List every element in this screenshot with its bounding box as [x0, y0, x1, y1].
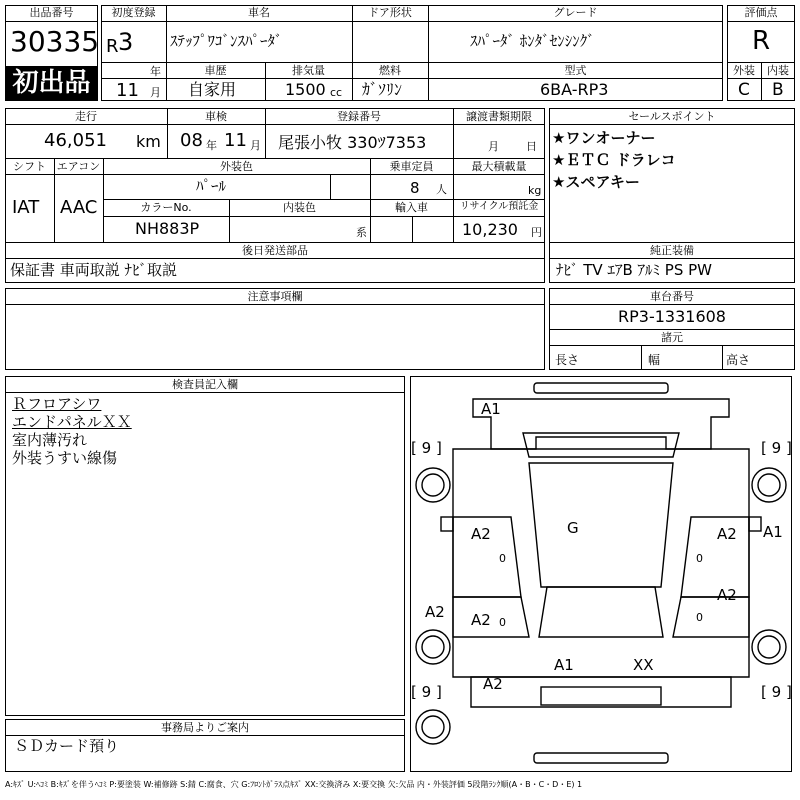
mark-rear-right: XX: [633, 656, 654, 674]
color-no: NH883P: [135, 219, 200, 238]
car-name: ｽﾃｯﾌﾟﾜｺﾞﾝｽﾊﾟｰﾀﾞ: [170, 32, 283, 50]
transfer-month-unit: 月: [488, 140, 499, 153]
inspection-month: 11: [224, 130, 247, 151]
first-listing-badge: 初出品: [6, 66, 97, 100]
rear-panel-shape: [471, 677, 731, 707]
rating: R: [752, 26, 771, 56]
model-label: 型式: [564, 64, 587, 77]
recycle-unit: 円: [531, 226, 542, 239]
model: 6BA-RP3: [540, 80, 609, 99]
inspector-label: 検査員記入欄: [172, 378, 238, 391]
legend: A:ｷｽﾞ U:ﾍｺﾐ B:ｷｽﾞを伴うﾍｺﾐ P:要塗装 W:補修跡 S:錆 C:腐食、穴 G:ﾌﾛﾝﾄｶﾞﾗｽ点ｷｽﾞ XX:交換済み X:要交換 欠:欠品 内・外装評価 5段階ﾗﾝｸ順(A・B・C・D・E) 1: [5, 780, 583, 789]
zero-mark-3: 0: [499, 616, 506, 629]
rear-gate-shape: [541, 687, 661, 705]
inspection-year-unit: 年: [206, 139, 217, 152]
tire-depth-front-left: [ 9 ]: [411, 439, 442, 457]
hood-area-shape: [473, 399, 729, 449]
mileage-label: 走行: [75, 110, 97, 123]
right-mirror-shape: [749, 517, 761, 531]
first-reg-year: 3: [118, 28, 134, 56]
mark-rear-left: A1: [554, 656, 574, 674]
first-reg-month: 11: [116, 80, 139, 101]
roof-shape: [529, 463, 673, 587]
capacity-unit: 人: [436, 183, 447, 196]
dims-label: 諸元: [661, 331, 683, 344]
right-door-front-shape: [681, 517, 749, 597]
ac-label: エアコン: [56, 160, 101, 173]
capacity-label: 乗車定員: [389, 160, 434, 173]
mark-right-front-door: A2: [717, 525, 737, 543]
displacement-unit: cc: [330, 86, 343, 99]
lot-number: 30335: [10, 25, 100, 58]
ac: AAC: [60, 197, 98, 218]
import-label: 輸入車: [395, 201, 428, 214]
selling-point-2: ★ＥＴＣ ドラレコ: [552, 151, 676, 169]
reg-number: 尾張小牧 330ﾂ7353: [278, 133, 427, 152]
wheel-rear-left-shape: [416, 630, 450, 664]
length-label: 長さ: [555, 353, 580, 367]
tire-depth-front-right: [ 9 ]: [761, 439, 792, 457]
displacement-label: 排気量: [292, 64, 325, 77]
lot-number-label: 出品番号: [29, 6, 74, 19]
selling-point-1: ★ワンオーナー: [552, 129, 656, 147]
grade: ｽﾊﾟｰﾀﾞ ﾎﾝﾀﾞｾﾝｼﾝｸﾞ: [470, 32, 595, 50]
door-label: ドア形状: [368, 6, 412, 19]
fuel-label: 燃料: [379, 64, 401, 77]
reg-number-label: 登録番号: [337, 110, 381, 123]
interior-grade-label: 内装: [767, 64, 789, 77]
equipment: ﾅﾋﾞ TV ｴｱB ｱﾙﾐ PS PW: [556, 261, 712, 279]
month-unit: 月: [150, 86, 161, 99]
damage-diagram: [410, 376, 792, 772]
caution-label: 注意事項欄: [247, 290, 303, 303]
interior-grade: B: [772, 80, 784, 100]
inspection-label: 車検: [205, 110, 227, 123]
office-label: 事務局よりご案内: [161, 721, 249, 734]
mark-right-rear-door: A2: [717, 586, 737, 604]
rating-label: 評価点: [744, 6, 778, 19]
exterior-grade-label: 外装: [733, 64, 755, 77]
mark-right-fender: A1: [763, 523, 783, 541]
inspector-line-3: 室内薄汚れ: [12, 431, 88, 449]
spare-wheel-shape: [416, 710, 450, 744]
mark-left-quarter: A2: [483, 675, 503, 693]
fuel: ｶﾞｿﾘﾝ: [362, 80, 403, 99]
car-name-label: 車名: [248, 6, 270, 19]
mark-left-rear-door: A2: [471, 611, 491, 629]
mileage: 46,051: [44, 130, 107, 151]
shift-label: シフト: [13, 160, 46, 173]
car-outline-diagram: [411, 377, 791, 771]
front-bumper-shape: [534, 383, 668, 393]
recycle-label: リサイクル預託金: [459, 201, 539, 212]
first-reg-era: R: [106, 36, 119, 57]
inspector-line-2: エンドパネルＸＸ: [12, 413, 132, 431]
inspector-line-1: Ｒフロアシワ: [12, 395, 102, 413]
max-load-unit: kg: [528, 184, 542, 197]
displacement: 1500: [285, 80, 326, 99]
inspection-month-unit: 月: [250, 139, 261, 152]
zero-mark-2: 0: [696, 552, 703, 565]
history: 自家用: [188, 80, 237, 99]
int-color-label: 内装色: [283, 201, 316, 214]
transfer-day-unit: 日: [526, 140, 537, 153]
mark-left-side: A2: [425, 603, 445, 621]
exterior-grade: C: [738, 80, 750, 100]
grade-label: グレード: [553, 6, 598, 19]
transfer-label: 譲渡書類期限: [466, 110, 532, 123]
shift: IAT: [12, 197, 40, 218]
wheel-front-right-shape: [752, 468, 786, 502]
chassis-label: 車台番号: [650, 290, 694, 303]
tire-depth-rear-right: [ 9 ]: [761, 683, 792, 701]
capacity: 8: [410, 179, 420, 197]
width-label: 幅: [648, 353, 661, 367]
ext-color: ﾊﾟｰﾙ: [196, 177, 227, 195]
mark-front-hood: A1: [481, 400, 501, 418]
inspector-line-4: 外装うすい線傷: [12, 449, 118, 467]
zero-mark-1: 0: [499, 552, 506, 565]
height-label: 高さ: [726, 353, 751, 367]
right-door-rear-shape: [673, 597, 749, 637]
year-unit: 年: [150, 65, 161, 78]
mileage-unit: km: [136, 132, 161, 151]
wheel-front-left-shape: [416, 468, 450, 502]
recycle: 10,230: [462, 220, 518, 239]
selling-points-label: セールスポイント: [628, 110, 716, 123]
wheel-rear-right-shape: [752, 630, 786, 664]
body-outline-shape: [453, 449, 749, 677]
selling-point-3: ★スペアキー: [552, 173, 640, 191]
later-parts: 保証書 車両取説 ﾅﾋﾞ取説: [10, 261, 178, 279]
chassis: RP3-1331608: [618, 307, 726, 326]
left-door-rear-shape: [453, 597, 529, 637]
mark-roof: G: [567, 519, 579, 537]
max-load-label: 最大積載量: [471, 160, 527, 173]
int-color-unit: 系: [356, 226, 367, 239]
later-parts-label: 後日発送部品: [242, 244, 308, 257]
mark-left-front-door: A2: [471, 525, 491, 543]
equipment-label: 純正装備: [650, 244, 694, 257]
rear-bumper-shape: [534, 753, 668, 763]
history-label: 車歴: [204, 64, 227, 77]
first-reg-label: 初度登録: [111, 6, 156, 19]
tire-depth-rear-left: [ 9 ]: [411, 683, 442, 701]
office-text: ＳＤカード預り: [14, 737, 120, 755]
inspection-year: 08: [180, 130, 203, 151]
left-mirror-shape: [441, 517, 453, 531]
ext-color-label: 外装色: [220, 160, 253, 173]
rear-window-shape: [539, 587, 663, 637]
zero-mark-4: 0: [696, 611, 703, 624]
color-no-label: カラーNo.: [140, 201, 192, 214]
